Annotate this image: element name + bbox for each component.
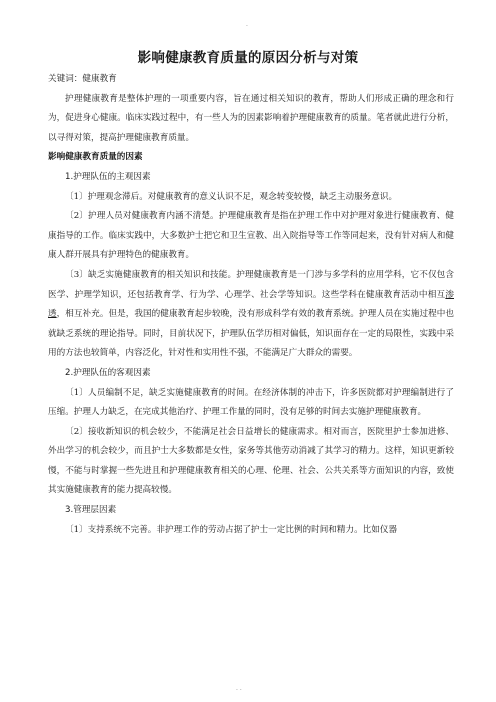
keywords-line: 关键词：健康教育 [48, 74, 117, 84]
paragraph-2-1: 〔1〕人员编制不足，缺乏实施健康教育的时间。在经济体制的冲击下，许多医院都对护理编制进行了压缩。护理人力缺乏，在完成其他治疗、护理工作量的同时，没有足够的时间去实施护理健康教育。 [48, 387, 454, 418]
page-title: 影响健康教育质量的原因分析与对策 [137, 50, 359, 66]
paragraph-1-3-part-b: ，相互补充。但是，我国的健康教育起步较晚，没有形成科学有效的教育系统。护理人员在实施过程中也就缺乏系统的理论指导。同时，目前状况下，护理队伍学历相对偏低，知识面存在一定的局限性，实践中采用的方法也较简单，内容泛化，针对性和实用性不强，不能满足广大群众的需要。 [48, 309, 454, 359]
underlined-term: 渗透 [48, 289, 454, 320]
footer-mark: . . [236, 685, 242, 692]
header-mark: . [246, 21, 248, 28]
document-body [48, 70, 454, 540]
paragraph-1-1: 〔1〕护理观念滞后。对健康教育的意义认识不足，观念转变较慢，缺乏主动服务意识。 [65, 191, 398, 202]
subsection-heading-3: 3.管理层因素 [65, 505, 117, 516]
section-heading: 影响健康教育质量的因素 [48, 152, 143, 163]
paragraph-2-2: 〔2〕接收新知识的机会较少，不能满足社会日益增长的健康需求。相对而言，医院里护士参加进修、外出学习的机会较少，而且护士大多数都是女性，家务等其他劳动消减了其学习的精力。这样，知识更新较慢，不能与时掌握一些先进且和护理健康教育相关的心理、伦理、社会、公共关系等方面知识的内容，致使其实施健康教育的能力提高较慢。 [48, 426, 454, 496]
paragraph-1-3-part-a: 〔3〕缺乏实施健康教育的相关知识和技能。护理健康教育是一门涉与多学科的应用学科，它不仅包含医学、护理学知识，还包括教育学、行为学、心理学、社会学等知识。这些学科在健康教育活动中相互 [48, 269, 454, 300]
intro-paragraph: 护理健康教育是整体护理的一项重要内容，旨在通过相关知识的教育，帮助人们形成正确的理念和行为，促进身心健康。临床实践过程中，有一些人为的因素影响着护理健康教育的质量。笔者就此进行分析，以寻得对策，提高护理健康教育质量。 [48, 93, 454, 143]
paragraph-1-2: 〔2〕护理人员对健康教育内涵不清楚。护理健康教育是指在护理工作中对护理对象进行健康教育、健康指导的工作。临床实践中，大多数护士把它和卫生宣教、出入院指导等工作等同起来，没有针对病人和健康人群开展具有护理特色的健康教育。 [48, 211, 454, 261]
paragraph-1-3 [48, 266, 454, 364]
subsection-heading-1: 1.护理队伍的主观因素 [65, 171, 151, 182]
subsection-heading-2: 2.护理队伍的客观因素 [65, 367, 151, 378]
paragraph-3-1: 〔1〕支持系统不完善。非护理工作的劳动占据了护士一定比例的时间和精力。比如仪器 [65, 524, 398, 535]
